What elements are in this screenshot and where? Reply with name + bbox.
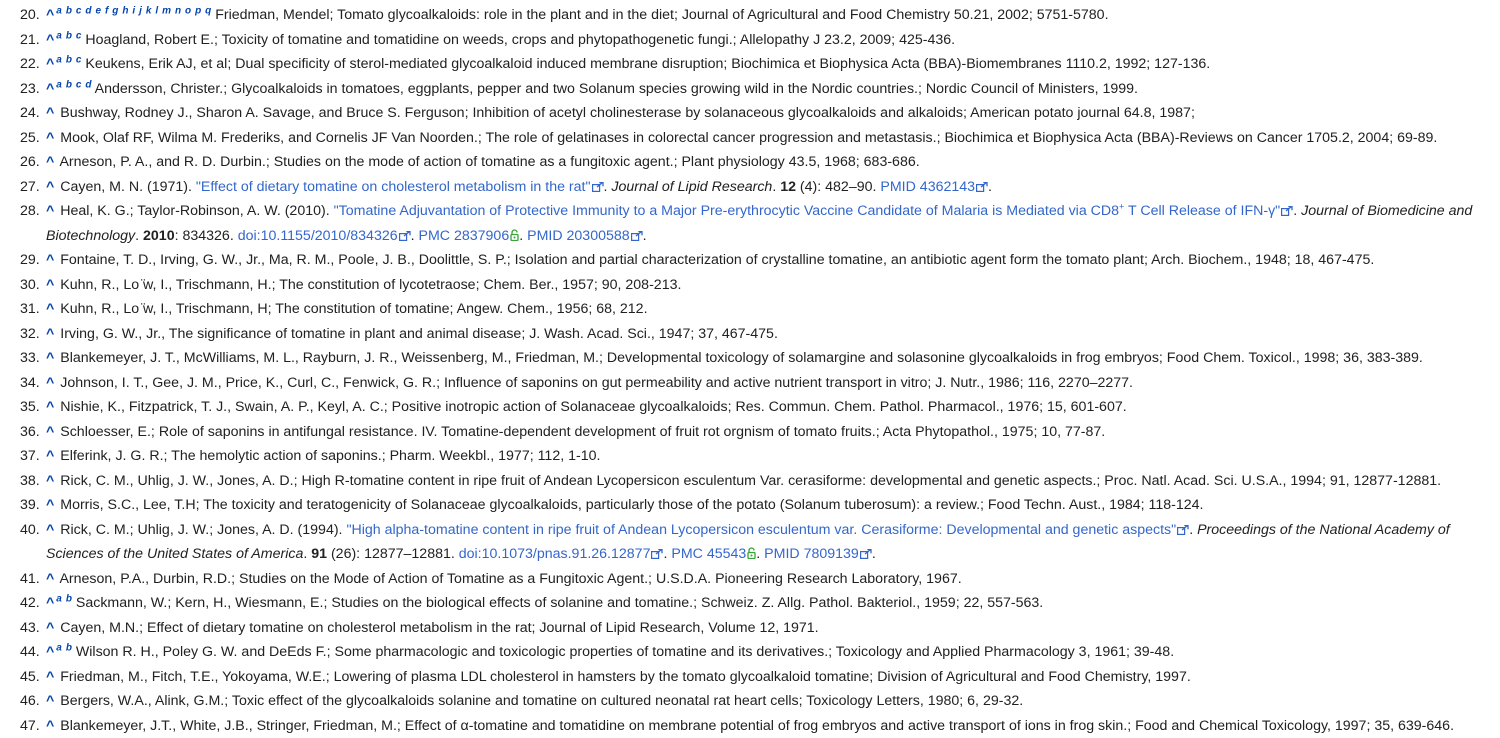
reference-number: 27. (20, 178, 40, 195)
backlink-letter[interactable]: q (205, 5, 212, 17)
citation-text: Cayen, M.N.; Effect of dietary tomatine on cholesterol metabolism in the rat; Journal of Lipid Research, Volume 12, 1971. (60, 619, 819, 636)
backlink-letter[interactable]: c (75, 78, 82, 90)
backlink-letter[interactable]: b (65, 642, 72, 654)
citation-text: Sackmann, W.; Kern, H., Wiesmann, E.; Studies on the biological effects of solanine and tomatine.; Schweiz. Z. Allg. Pathol. Bakteriol., 1959; 22, 557-563. (75, 595, 1044, 611)
citation-text: . (410, 227, 419, 244)
identifier-link[interactable]: PMID 7809139 (764, 546, 859, 562)
citation-text: Irving, G. W., Jr., The significance of tomatine in plant and animal disease; J. Wash. Acad. Sci., 1947; 37, 467-475. (60, 325, 778, 342)
citation-text: . (1293, 203, 1302, 219)
backlink-letter[interactable]: k (145, 5, 152, 17)
backlink-letter[interactable]: b (65, 593, 72, 605)
backlink-letter[interactable]: l (155, 5, 159, 17)
external-link-icon[interactable] (1177, 519, 1189, 529)
reference-item (0, 3, 1500, 28)
reference-number: 42. (20, 595, 40, 611)
backlink-caret-icon[interactable]: ^ (46, 31, 55, 48)
citation-title-link[interactable]: "High alpha-tomatine content in ripe fruit of Andean Lycopersicon esculentum var. Cerasiforme: Developmental and genetic aspects" (346, 521, 1177, 538)
reference-item (0, 322, 1500, 347)
backlink-caret-icon[interactable]: ^ (46, 521, 55, 538)
reference-number: 28. (20, 203, 40, 219)
external-link-icon[interactable] (399, 225, 411, 235)
backlink-letter[interactable]: m (162, 5, 172, 17)
reference-number: 25. (20, 129, 40, 146)
backlink-letter[interactable]: a (56, 593, 62, 605)
external-link-icon[interactable] (592, 176, 604, 186)
citation-text: Rick, C. M., Uhlig, J. W., Jones, A. D.; High R-tomatine content in ripe fruit of Andean Lycopersicon esculentum Var. cerasiforme: developmental and genetic aspects.; Proc. Natl. Acad. Sci. U.S.A., 1994; 91, 12877-12881. (60, 472, 1442, 489)
external-link-icon[interactable] (860, 543, 872, 553)
backlink-caret-icon[interactable]: ^ (46, 448, 55, 464)
reference-number: 36. (20, 423, 40, 440)
citation-title-link[interactable]: "Effect of dietary tomatine on cholesterol metabolism in the rat" (195, 178, 591, 195)
volume-number: 91 (311, 546, 328, 562)
backlink-letter[interactable]: a (56, 54, 62, 66)
backlink-caret-icon[interactable]: ^ (46, 595, 55, 611)
journal-name: Proceedings of the National Academy of Sciences of the United States of America (46, 521, 1450, 562)
reference-item (0, 493, 1500, 518)
reference-item (0, 199, 1500, 248)
reference-item (0, 126, 1500, 151)
reference-number: 33. (20, 350, 40, 366)
citation-title-link[interactable]: T Cell Release of IFN-γ" (1124, 203, 1281, 219)
citation-text: . (603, 178, 612, 195)
backlink-caret-icon[interactable]: ^ (46, 325, 55, 342)
citation-text: Elferink, J. G. R.; The hemolytic action of saponins.; Pharm. Weekbl., 1977; 112, 1-10. (60, 448, 601, 464)
identifier-link[interactable]: PMC 2837906 (418, 227, 510, 244)
backlink-letter[interactable]: b (65, 29, 72, 41)
backlink-letter[interactable]: b (65, 78, 72, 90)
citation-text: Arneson, P. A., and R. D. Durbin.; Studies on the mode of action of tomatine as a fungitoxic agent.; Plant physiology 43.5, 1968; 683-686. (59, 154, 920, 170)
citation-text: Wilson R. H., Poley G. W. and DeEds F.; Some pharmacologic and toxicologic properties of tomatine and its derivatives.; Toxicology and Applied Pharmacology 3, 1961; 39-48. (75, 644, 1175, 660)
reference-item (0, 77, 1500, 102)
backlink-letter[interactable]: o (185, 5, 192, 17)
reference-item (0, 395, 1500, 420)
reference-number: 21. (20, 31, 40, 48)
backlink-letter[interactable]: c (75, 5, 82, 17)
backlink-caret-icon[interactable]: ^ (46, 56, 55, 72)
reference-number: 26. (20, 154, 40, 170)
reference-item (0, 273, 1500, 298)
backlink-caret-icon[interactable]: ^ (46, 178, 55, 195)
backlink-caret-icon[interactable]: ^ (46, 129, 55, 146)
free-access-lock-icon (510, 225, 519, 237)
backlink-letter[interactable]: b (65, 54, 72, 66)
free-access-lock-icon (747, 543, 756, 555)
reference-number: 40. (20, 521, 40, 538)
reference-item (0, 567, 1500, 592)
backlink-letter[interactable]: a (56, 5, 62, 17)
journal-name: Journal of Biomedicine and Biotechnology (46, 203, 1473, 244)
backlink-caret-icon[interactable]: ^ (46, 154, 55, 170)
reference-item (0, 591, 1500, 616)
identifier-link[interactable]: PMC 45543 (671, 546, 747, 562)
reference-item (0, 469, 1500, 494)
backlink-caret-icon[interactable]: ^ (46, 80, 55, 97)
backlink-caret-icon[interactable]: ^ (46, 203, 55, 219)
volume-number: 12 (780, 178, 796, 195)
reference-item (0, 665, 1500, 690)
citation-title-link[interactable]: "Tomatine Adjuvantation of Protective Immunity to a Major Pre-erythrocytic Vaccine Candidate of Malaria is Mediated via CD8 (333, 203, 1120, 219)
backlink-letter[interactable]: d (85, 5, 92, 17)
citation-text: Fontaine, T. D., Irving, G. W., Jr., Ma, R. M., Poole, J. B., Doolittle, S. P.; Isolation and partial characterization of crystalline tomatine, an antibiotic agent form the tomato plant; Arch. Biochem., 1948; 18, 467-475. (60, 252, 1375, 268)
reference-item (0, 175, 1500, 200)
reference-item (0, 714, 1500, 738)
backlink-caret-icon[interactable]: ^ (46, 350, 55, 366)
backlink-letter[interactable]: g (112, 5, 119, 17)
reference-number: 32. (20, 325, 40, 342)
reference-number: 34. (20, 374, 40, 391)
reference-item (0, 52, 1500, 77)
citation-text: . (756, 546, 765, 562)
backlink-letter[interactable]: h (122, 5, 129, 17)
identifier-link[interactable]: doi:10.1073/pnas.91.26.12877 (458, 546, 651, 562)
journal-name: Journal of Lipid Research (611, 178, 773, 195)
backlink-letter[interactable]: d (85, 78, 92, 90)
citation-text: Mook, Olaf RF, Wilma M. Frederiks, and Cornelis JF Van Noorden.; The role of gelatinases in colorectal cancer progression and metastasis.; Biochimica et Biophysica Acta (BBA)-Reviews on Cancer 1705.2, 2004; 69-89. (60, 129, 1438, 146)
reference-number: 44. (20, 644, 40, 660)
citation-text: Bergers, W.A., Alink, G.M.; Toxic effect of the glycoalkaloids solanine and tomatine on cultured neonatal rat heart cells; Toxicology Letters, 1980; 6, 29-32. (60, 693, 1024, 709)
reference-number: 45. (20, 668, 40, 685)
identifier-link[interactable]: doi:10.1155/2010/834326 (237, 227, 398, 244)
citation-text: Friedman, M., Fitch, T.E., Yokoyama, W.E.; Lowering of plasma LDL cholesterol in hamsters by the tomato glycoalkaloid tomatine; Division of Agricultural and Food Chemistry, 1997. (60, 668, 1191, 685)
reference-item (0, 518, 1500, 567)
citation-text: Kuhn, R., Lo ̈w, I., Trischmann, H.; The constitution of lycotetraose; Chem. Ber., 1957; 90, 208-213. (60, 276, 682, 293)
reference-item (0, 346, 1500, 371)
reference-item (0, 28, 1500, 53)
backlink-letter[interactable]: f (104, 5, 109, 17)
backlink-letter[interactable]: c (75, 54, 82, 66)
backlink-letter[interactable]: a (56, 78, 62, 90)
reference-item (0, 689, 1500, 714)
reference-item (0, 616, 1500, 641)
backlink-caret-icon[interactable]: ^ (46, 497, 55, 513)
reference-number: 30. (20, 276, 40, 293)
citation-text: . (303, 546, 312, 562)
backlink-letter[interactable]: e (95, 5, 102, 17)
reference-number: 37. (20, 448, 40, 464)
external-link-icon[interactable] (631, 225, 643, 235)
backlink-caret-icon[interactable]: ^ (46, 668, 55, 685)
backlink-caret-icon[interactable]: ^ (46, 619, 55, 636)
backlink-letter[interactable]: c (75, 29, 82, 41)
backlink-caret-icon[interactable]: ^ (46, 717, 55, 734)
citation-text: Arneson, P.A., Durbin, R.D.; Studies on the Mode of Action of Tomatine as a Fungitoxic Agent.; U.S.D.A. Pioneering Research Laboratory, 1967. (59, 570, 962, 587)
citation-text: Nishie, K., Fitzpatrick, T. J., Swain, A. P., Keyl, A. C.; Positive inotropic action of Solanaceae glycoalkaloids; Res. Commun. Chem. Pathol. Pharmacol., 1976; 15, 601-607. (60, 399, 1127, 415)
backlink-letter[interactable]: n (174, 5, 182, 17)
backlink-caret-icon[interactable]: ^ (46, 423, 55, 440)
citation-text: Kuhn, R., Lo ̈w, I., Trischmann, H; The constitution of tomatine; Angew. Chem., 1956; 68, 212. (60, 301, 648, 317)
citation-text: . (871, 546, 876, 562)
backlink-caret-icon[interactable]: ^ (46, 644, 55, 660)
reference-item (0, 371, 1500, 396)
reference-number: 46. (20, 693, 40, 709)
citation-text: Keukens, Erik AJ, et al; Dual specificity of sterol-mediated glycoalkaloid induced membrane disruption; Biochimica et Biophysica Acta (BBA)-Biomembranes 1110.2, 1992; 127-136. (85, 56, 1211, 72)
reference-number: 29. (20, 252, 40, 268)
citation-text: (4): 482–90. (795, 178, 881, 195)
backlink-caret-icon[interactable]: ^ (46, 570, 55, 587)
citation-text: . (663, 546, 672, 562)
reference-number: 39. (20, 497, 40, 513)
citation-text: : 834326. (174, 227, 238, 244)
citation-text: Friedman, Mendel; Tomato glycoalkaloids: role in the plant and in the diet; Journal of Agricultural and Food Chemistry 50.21, 2002; 5751-5780. (215, 7, 1109, 23)
citation-text: . (1189, 521, 1198, 538)
volume-number: 2010 (143, 227, 175, 244)
reference-item (0, 101, 1500, 126)
reference-number: 47. (20, 717, 40, 734)
citation-text: Andersson, Christer.; Glycoalkaloids in tomatoes, eggplants, pepper and two Solanum species growing wild in the Nordic countries.; Nordic Council of Ministers, 1999. (94, 80, 1138, 97)
backlink-letter[interactable]: j (139, 5, 142, 17)
reference-item (0, 420, 1500, 445)
external-link-icon[interactable] (651, 543, 663, 553)
external-link-icon[interactable] (1281, 200, 1293, 210)
backlink-letter[interactable]: a (56, 642, 62, 654)
citation-text: Blankemeyer, J. T., McWilliams, M. L., Rayburn, J. R., Weissenberg, M., Friedman, M.; Developmental toxicology of solamargine and solasonine glycoalkaloids in frog embryos; Food Chem. Toxicol., 1998; 36, 383-389. (60, 350, 1423, 366)
reference-number: 23. (20, 80, 40, 97)
citation-text: . (772, 178, 781, 195)
backlink-letter[interactable]: p (195, 5, 202, 17)
backlink-caret-icon[interactable]: ^ (46, 374, 55, 391)
reference-item (0, 444, 1500, 469)
citation-text: Heal, K. G.; Taylor-Robinson, A. W. (2010). (60, 203, 334, 219)
backlink-caret-icon[interactable]: ^ (46, 7, 55, 23)
citation-text: Hoagland, Robert E.; Toxicity of tomatine and tomatidine on weeds, crops and phytopathogenetic fungi.; Allelopathy J 23.2, 2009; 425-436. (85, 31, 956, 48)
citation-text: Morris, S.C., Lee, T.H; The toxicity and teratogenicity of Solanaceae glycoalkaloids, particularly those of the potato (Solanum tuberosum): a review.; Food Techn. Aust., 1984; 118-124. (60, 497, 1204, 513)
identifier-link[interactable]: PMID 20300588 (527, 227, 630, 244)
backlink-caret-icon[interactable]: ^ (46, 693, 55, 709)
reference-number: 20. (20, 7, 40, 23)
backlink-caret-icon[interactable]: ^ (46, 301, 55, 317)
backlink-caret-icon[interactable]: ^ (46, 105, 55, 121)
backlink-letter[interactable]: i (132, 5, 136, 17)
citation-text: Rick, C. M.; Uhlig, J. W.; Jones, A. D. (1994). (60, 521, 347, 538)
reference-number: 31. (20, 301, 40, 317)
backlink-caret-icon[interactable]: ^ (46, 472, 55, 489)
citation-text: Schloesser, E.; Role of saponins in antifungal resistance. IV. Tomatine-dependent development of fruit rot orgnism of tomato fruits.; Acta Phytopathol., 1975; 10, 77-87. (60, 423, 1106, 440)
citation-text: Bushway, Rodney J., Sharon A. Savage, and Bruce S. Ferguson; Inhibition of acetyl cholinesterase by solanaceous glycoalkaloids and alkaloids; American potato journal 64.8, 1987; (60, 105, 1195, 121)
reference-number: 24. (20, 105, 40, 121)
reference-number: 35. (20, 399, 40, 415)
citation-text: . (135, 227, 144, 244)
backlink-letter[interactable]: a (56, 29, 62, 41)
reference-item (0, 640, 1500, 665)
backlink-caret-icon[interactable]: ^ (46, 252, 55, 268)
backlink-letter[interactable]: b (65, 5, 72, 17)
citation-text: Blankemeyer, J.T., White, J.B., Stringer, Friedman, M.; Effect of α-tomatine and tomatidine on membrane potential of frog embryos and active transport of ions in frog skin.; Food and Chemical Toxicology, 1997; 35, 639-646. (60, 717, 1455, 734)
citation-title-superscript[interactable]: + (1119, 201, 1125, 212)
citation-text: Johnson, I. T., Gee, J. M., Price, K., Curl, C., Fenwick, G. R.; Influence of saponins on gut permeability and active nutrient transport in vitro; J. Nutr., 1986; 116, 2270–2277. (60, 374, 1133, 391)
citation-text: . (519, 227, 528, 244)
citation-text: . (988, 178, 992, 195)
identifier-link[interactable]: PMID 4362143 (880, 178, 976, 195)
external-link-icon[interactable] (976, 176, 988, 186)
reference-item (0, 297, 1500, 322)
reference-number: 38. (20, 472, 40, 489)
citation-text: . (642, 227, 647, 244)
citation-text: Cayen, M. N. (1971). (60, 178, 196, 195)
reference-item (0, 150, 1500, 175)
backlink-caret-icon[interactable]: ^ (46, 399, 55, 415)
reference-item (0, 248, 1500, 273)
reference-number: 43. (20, 619, 40, 636)
reference-number: 22. (20, 56, 40, 72)
backlink-caret-icon[interactable]: ^ (46, 276, 55, 293)
citation-text: (26): 12877–12881. (327, 546, 459, 562)
reference-number: 41. (20, 570, 40, 587)
